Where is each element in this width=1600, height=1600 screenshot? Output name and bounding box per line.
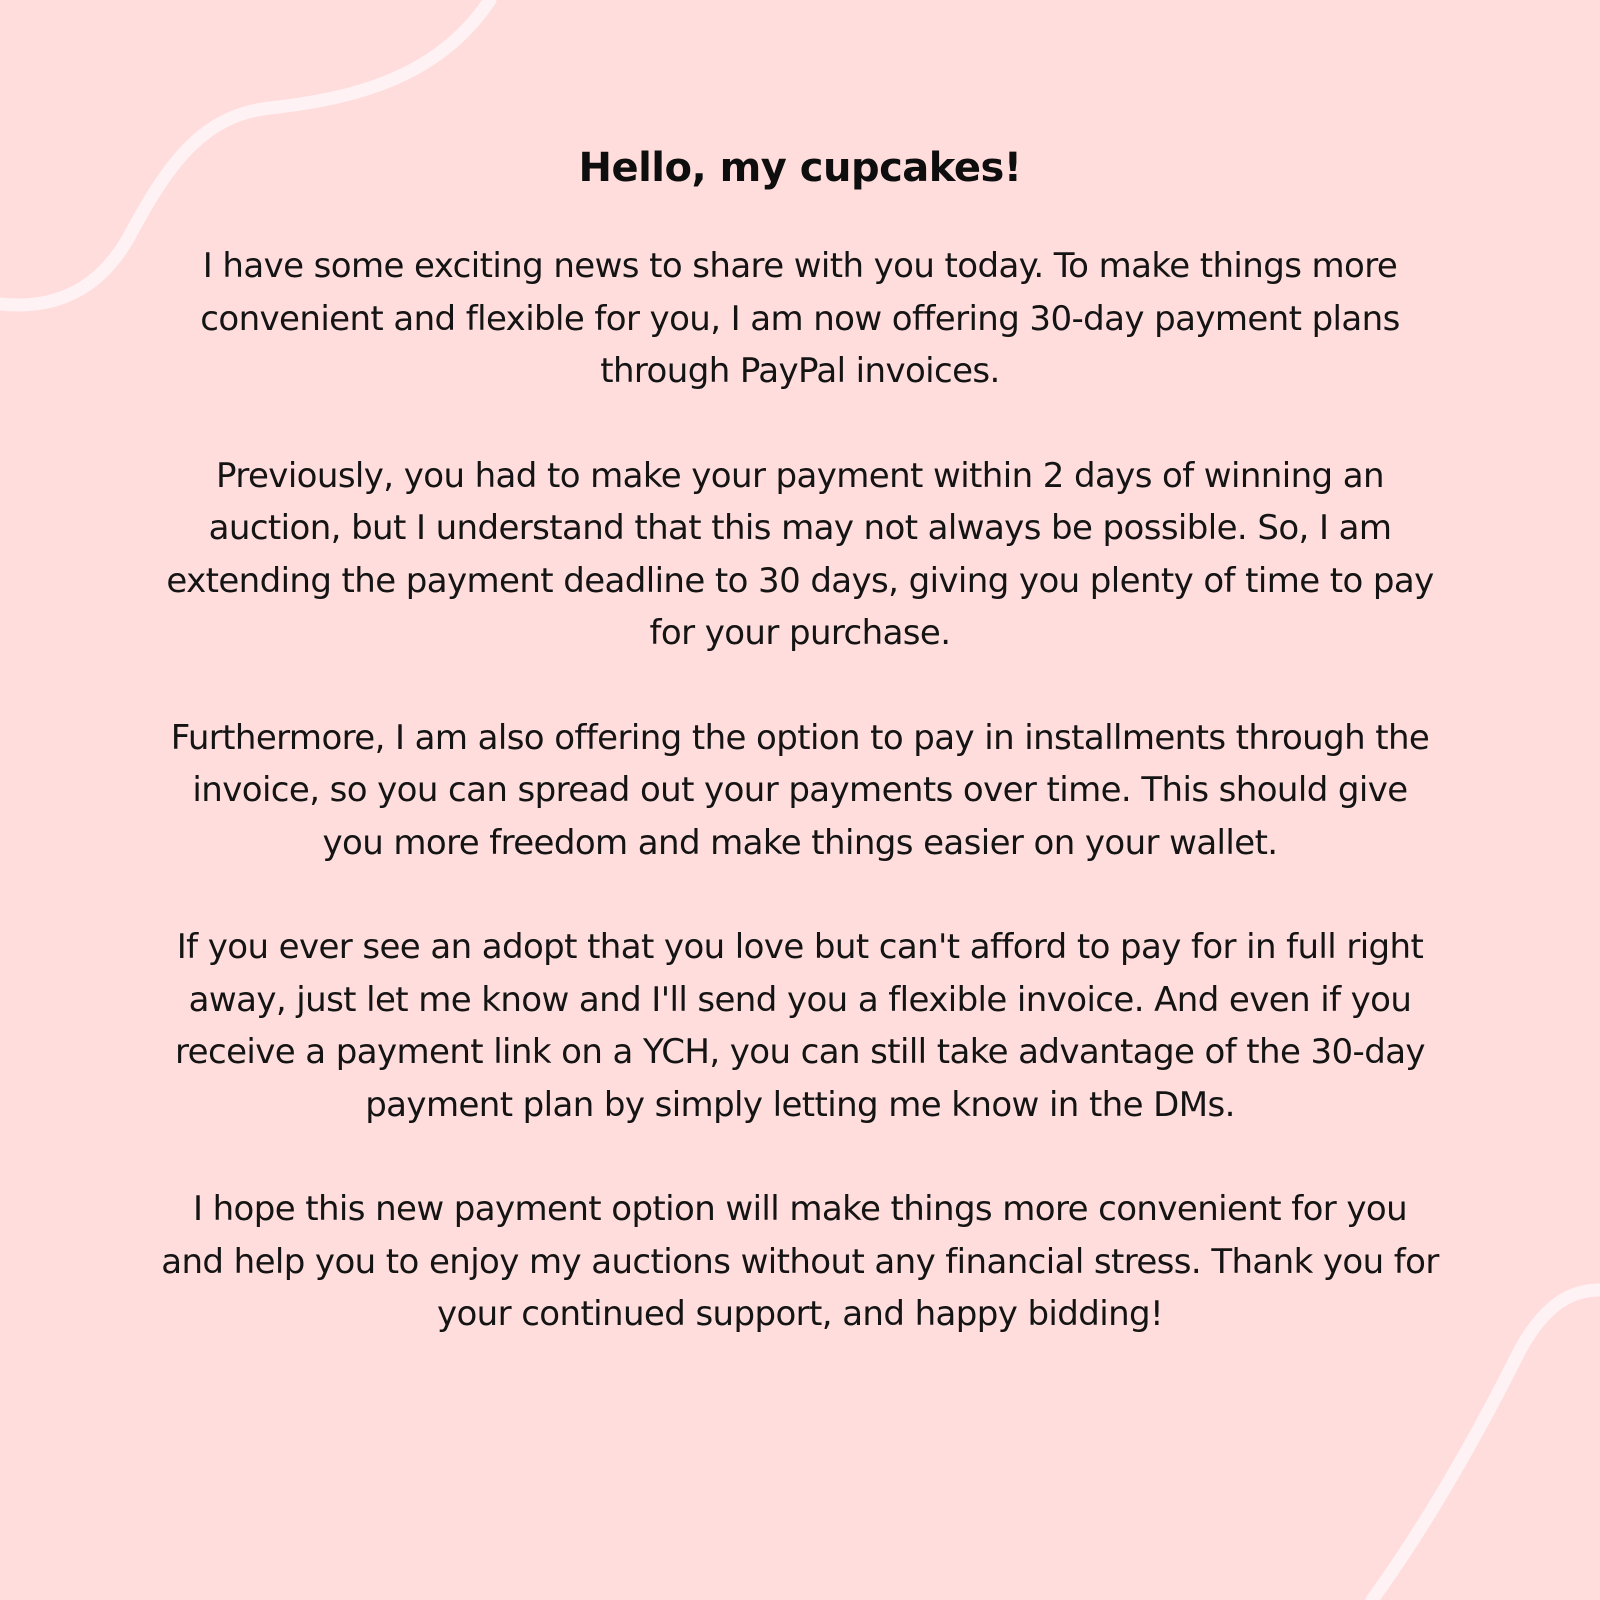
paragraph-closing: I hope this new payment option will make things more convenient for you and help you to enjoy my auctions without any financial stress. Thank you for your continued support, and happy bidding! — [161, 1189, 1439, 1334]
paragraph-payment-deadline: Previously, you had to make your payment within 2 days of winning an auction, but I understand that this may not always be possible. So, I am extending the payment deadline to 30 days, giving you plenty of time to pay for your purchase. — [166, 455, 1434, 653]
paragraph-flexible-invoice: If you ever see an adopt that you love but can't afford to pay for in full right away, just let me know and I'll send you a flexible invoice. And even if you receive a payment link on a YCH, you can still take advantage of the 30-day payment plan by simply letting me know in the DMs. — [175, 927, 1425, 1125]
paragraph-exciting-news: I have some exciting news to share with you today. To make things more convenient and flexible for you, I am now offering 30-day payment plans through PayPal invoices. — [200, 246, 1400, 391]
paragraph-installments: Furthermore, I am also offering the option to pay in installments through the invoice, so you can spread out your payments over time. This should give you more freedom and make things easier on your wallet. — [170, 717, 1430, 863]
greeting-heading: Hello, my cupcakes! — [578, 145, 1022, 191]
letter-content — [160, 140, 1440, 1341]
